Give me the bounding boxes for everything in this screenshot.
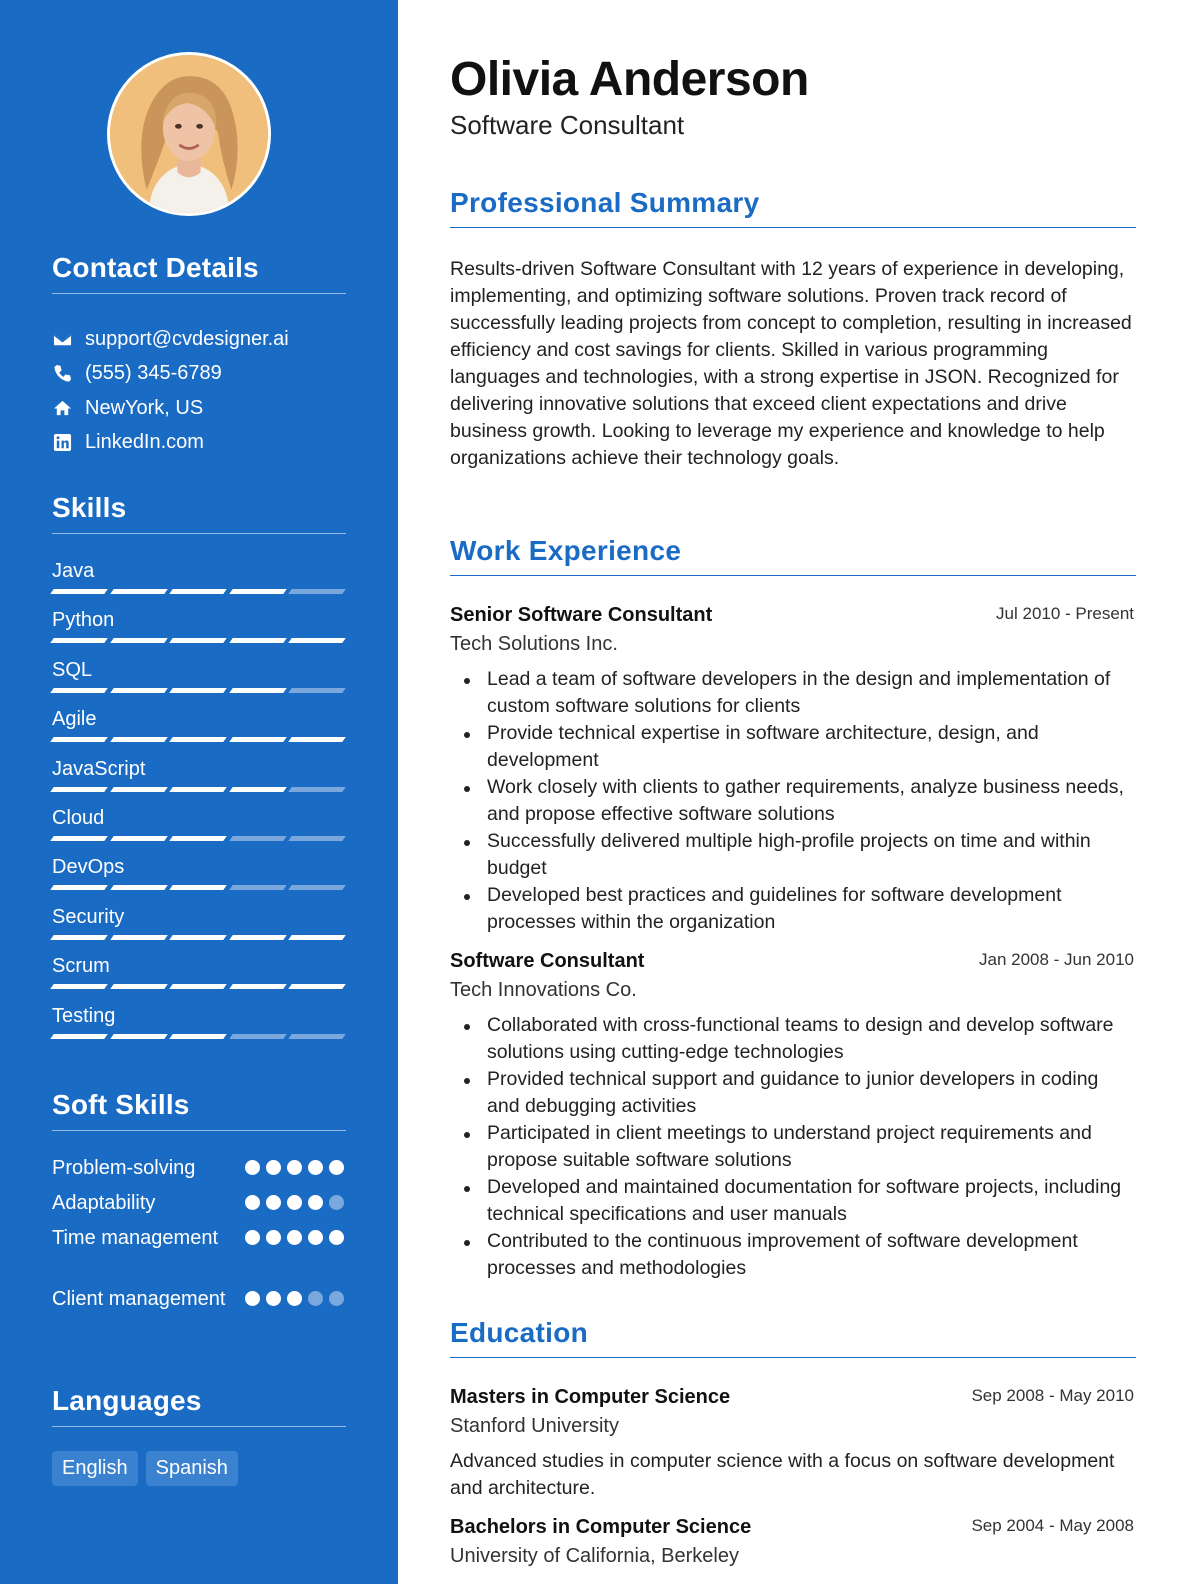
skill-row <box>52 1005 346 1054</box>
rating-dot <box>266 1160 281 1175</box>
skill-level-segment <box>229 836 286 841</box>
rating-dot <box>287 1291 302 1306</box>
contact-email[interactable] <box>52 322 346 357</box>
contact-phone[interactable] <box>52 357 346 392</box>
skill-row <box>52 659 346 708</box>
skill-row <box>52 609 346 658</box>
skill-level-segment <box>110 787 167 792</box>
skill-level-segment <box>288 737 345 742</box>
degree-date: Sep 2008 - May 2010 <box>971 1386 1134 1405</box>
skills-list <box>52 560 346 1054</box>
job-title: Software Consultant <box>450 950 645 972</box>
skill-level-segment <box>288 836 345 841</box>
school-name: University of California, Berkeley <box>450 1545 739 1567</box>
home-icon <box>52 398 72 418</box>
skill-name: Scrum <box>52 955 110 978</box>
rating-dot <box>329 1291 344 1306</box>
job-2 <box>450 950 1136 1282</box>
skill-row <box>52 807 346 856</box>
skill-level-segment <box>169 787 226 792</box>
soft-skill-rating <box>245 1160 344 1175</box>
rating-dot <box>329 1230 344 1245</box>
skill-level-segment <box>110 1034 167 1039</box>
skill-level-segment <box>229 688 286 693</box>
skill-row <box>52 708 346 757</box>
skill-row <box>52 856 346 905</box>
rating-dot <box>308 1291 323 1306</box>
skill-level-segment <box>50 787 107 792</box>
skill-name: SQL <box>52 658 93 681</box>
skill-level-segment <box>288 638 345 643</box>
job-bullets <box>450 666 1136 936</box>
skill-level-segment <box>110 836 167 841</box>
soft-skill-rating <box>245 1195 344 1210</box>
rating-dot <box>266 1291 281 1306</box>
skill-level-segment <box>288 589 345 594</box>
job-bullets <box>450 1012 1136 1282</box>
contact-title: Contact Details <box>52 252 346 294</box>
envelope-icon <box>52 329 72 349</box>
list-item: Developed and maintained documentation for software projects, including technical specifications and user manuals <box>450 1174 1136 1228</box>
avatar <box>107 52 271 216</box>
contact-location <box>52 391 346 426</box>
skill-level-bar <box>52 638 344 643</box>
skill-level-segment <box>169 589 226 594</box>
degree-description: Advanced studies in computer science with a focus on software development and architecture. <box>450 1450 1115 1499</box>
skill-name: Security <box>52 905 125 928</box>
skill-level-segment <box>229 638 286 643</box>
skill-row <box>52 758 346 807</box>
soft-skill-name: Problem-solving <box>52 1157 196 1179</box>
skill-level-bar <box>52 1034 344 1039</box>
skill-level-segment <box>169 935 226 940</box>
contact-email-text: support@cvdesigner.ai <box>85 327 289 350</box>
skill-level-segment <box>229 935 286 940</box>
skill-level-bar <box>52 885 344 890</box>
rating-dot <box>287 1195 302 1210</box>
skill-level-segment <box>50 737 107 742</box>
skill-name: Python <box>52 609 115 632</box>
rating-dot <box>245 1195 260 1210</box>
rating-dot <box>245 1230 260 1245</box>
skill-level-segment <box>288 1034 345 1039</box>
rating-dot <box>287 1160 302 1175</box>
list-item: Collaborated with cross-functional teams to design and develop software solutions using cutting-edge technologies <box>450 1012 1136 1066</box>
skill-name: Cloud <box>52 806 105 829</box>
skill-level-segment <box>169 638 226 643</box>
skill-level-segment <box>169 984 226 989</box>
soft-skill-rating <box>245 1230 344 1245</box>
soft-skills-section <box>52 1089 346 1310</box>
soft-skill-row <box>52 1155 346 1182</box>
language-tag: Spanish <box>146 1451 238 1486</box>
linkedin-icon <box>52 433 72 453</box>
job-date: Jan 2008 - Jun 2010 <box>978 950 1134 969</box>
skill-level-segment <box>110 688 167 693</box>
job-date: Jul 2010 - Present <box>996 604 1134 623</box>
degree-title: Masters in Computer Science <box>450 1386 731 1408</box>
soft-skills-title: Soft Skills <box>52 1089 346 1131</box>
skills-title: Skills <box>52 492 346 534</box>
skill-name: DevOps <box>52 856 125 879</box>
contact-linkedin-text: LinkedIn.com <box>85 431 204 454</box>
list-item: Work closely with clients to gather requirements, analyze business needs, and propose effective software solutions <box>450 774 1136 828</box>
soft-skill-row <box>52 1286 346 1313</box>
skill-name: JavaScript <box>52 757 146 780</box>
soft-skill-name: Adaptability <box>52 1192 156 1214</box>
rating-dot <box>308 1160 323 1175</box>
rating-dot <box>308 1195 323 1210</box>
job-title: Senior Software Consultant <box>450 604 713 626</box>
soft-skill-name: Client management <box>52 1288 226 1310</box>
skill-level-segment <box>110 885 167 890</box>
contact-location-text: NewYork, US <box>85 396 204 419</box>
skill-row <box>52 906 346 955</box>
list-item: Successfully delivered multiple high-profile projects on time and within budget <box>450 828 1136 882</box>
skill-level-segment <box>288 787 345 792</box>
skill-level-segment <box>288 688 345 693</box>
skill-level-bar <box>52 688 344 693</box>
contact-section <box>52 252 346 460</box>
language-tag: English <box>52 1451 138 1486</box>
job-1 <box>450 604 1136 936</box>
phone-icon <box>52 364 72 384</box>
education-1 <box>450 1386 1136 1502</box>
contact-linkedin[interactable] <box>52 426 346 461</box>
list-item: Lead a team of software developers in the design and implementation of custom software solutions for clients <box>450 666 1136 720</box>
rating-dot <box>245 1160 260 1175</box>
skill-level-segment <box>229 737 286 742</box>
skill-level-segment <box>288 885 345 890</box>
summary-title: Professional Summary <box>450 187 1136 228</box>
soft-skill-row <box>52 1225 346 1252</box>
rating-dot <box>266 1230 281 1245</box>
summary-text: Results-driven Software Consultant with 12 years of experience in developing, implementing, and optimizing software solutions. Proven track record of successfully leading projects from concept to completion, resulting in increased efficiency and cost savings for clients. Skilled in various programming languages and technologies, with a strong expertise in JSON. Recognized for delivering innovative solutions that exceed client expectations and drive business growth. Looking to leverage my experience and knowledge to help organizations achieve their technology goals. <box>450 258 1132 469</box>
sidebar <box>0 0 398 1584</box>
skill-level-segment <box>169 688 226 693</box>
skill-level-bar <box>52 836 344 841</box>
skill-level-segment <box>229 984 286 989</box>
skill-level-segment <box>50 1034 107 1039</box>
skill-level-segment <box>110 935 167 940</box>
soft-skill-name: Time management <box>52 1227 218 1249</box>
skill-level-segment <box>110 984 167 989</box>
skill-level-segment <box>229 589 286 594</box>
skill-level-segment <box>50 688 107 693</box>
education-title: Education <box>450 1317 1136 1358</box>
languages-title: Languages <box>52 1385 346 1427</box>
candidate-name: Olivia Anderson <box>450 53 809 106</box>
soft-skill-rating <box>245 1291 344 1306</box>
contact-phone-text: (555) 345-6789 <box>85 362 222 385</box>
skill-level-segment <box>229 787 286 792</box>
list-item: Developed best practices and guidelines for software development processes within the organization <box>450 882 1136 936</box>
rating-dot <box>308 1230 323 1245</box>
job-company: Tech Solutions Inc. <box>450 633 618 655</box>
education-2 <box>450 1516 1136 1570</box>
skill-level-segment <box>110 737 167 742</box>
skill-row <box>52 955 346 1004</box>
skill-level-segment <box>50 984 107 989</box>
skill-level-segment <box>229 1034 286 1039</box>
soft-skill-row <box>52 1190 346 1217</box>
skill-level-segment <box>229 885 286 890</box>
job-company: Tech Innovations Co. <box>450 979 637 1001</box>
candidate-role: Software Consultant <box>450 110 685 140</box>
skill-level-segment <box>169 1034 226 1039</box>
list-item: Provide technical expertise in software architecture, design, and development <box>450 720 1136 774</box>
school-name: Stanford University <box>450 1415 619 1437</box>
skill-level-segment <box>50 589 107 594</box>
rating-dot <box>329 1195 344 1210</box>
skill-level-bar <box>52 737 344 742</box>
skill-level-bar <box>52 589 344 594</box>
experience-title: Work Experience <box>450 535 1136 576</box>
rating-dot <box>266 1195 281 1210</box>
list-item: Participated in client meetings to understand project requirements and propose suitable software solutions <box>450 1120 1136 1174</box>
skill-level-segment <box>169 885 226 890</box>
skill-name: Agile <box>52 708 97 731</box>
degree-title: Bachelors in Computer Science <box>450 1516 752 1538</box>
skill-name: Java <box>52 560 95 582</box>
skill-level-segment <box>169 836 226 841</box>
skill-level-segment <box>110 589 167 594</box>
skill-row <box>52 560 346 609</box>
skills-section <box>52 492 346 1054</box>
skill-level-segment <box>50 935 107 940</box>
skill-level-bar <box>52 935 344 940</box>
skill-level-segment <box>288 935 345 940</box>
rating-dot <box>287 1230 302 1245</box>
skill-level-bar <box>52 787 344 792</box>
rating-dot <box>245 1291 260 1306</box>
skill-name: Testing <box>52 1004 116 1027</box>
skill-level-segment <box>50 638 107 643</box>
rating-dot <box>329 1160 344 1175</box>
list-item: Contributed to the continuous improvement of software development processes and methodologies <box>450 1228 1136 1282</box>
skill-level-segment <box>288 984 345 989</box>
profile-photo <box>110 55 268 213</box>
skill-level-segment <box>110 638 167 643</box>
skill-level-segment <box>169 737 226 742</box>
skill-level-bar <box>52 984 344 989</box>
languages-section <box>52 1385 346 1486</box>
languages-list <box>52 1451 346 1486</box>
skill-level-segment <box>50 885 107 890</box>
skill-level-segment <box>50 836 107 841</box>
list-item: Provided technical support and guidance to junior developers in coding and debugging activities <box>450 1066 1136 1120</box>
degree-date: Sep 2004 - May 2008 <box>971 1516 1134 1535</box>
